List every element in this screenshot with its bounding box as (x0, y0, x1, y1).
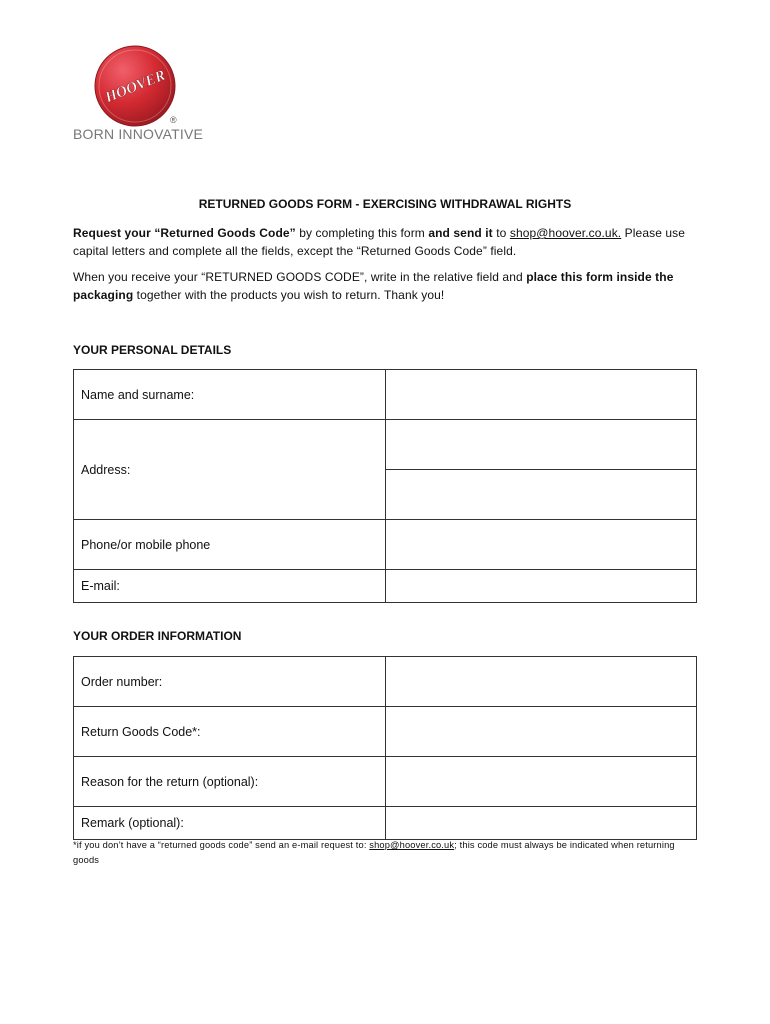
remark-label: Remark (optional): (74, 807, 386, 840)
phone-label: Phone/or mobile phone (74, 520, 386, 570)
intro-text: to (492, 226, 510, 240)
intro-text: together with the products you wish to return. Thank you! (133, 288, 445, 302)
address-label: Address: (74, 420, 386, 520)
return-code-field[interactable] (386, 707, 697, 757)
phone-field[interactable] (386, 520, 697, 570)
name-field[interactable] (386, 370, 697, 420)
form-title: RETURNED GOODS FORM - EXERCISING WITHDRAWAL RIGHTS (198, 197, 572, 211)
address-field-line-1[interactable] (386, 420, 697, 470)
intro-text: by completing this form (295, 226, 429, 240)
intro-paragraph-1 (73, 224, 697, 260)
order-number-label: Order number: (74, 657, 386, 707)
intro-send-text: and send it (428, 226, 493, 240)
personal-details-heading: YOUR PERSONAL DETAILS (73, 343, 232, 357)
reason-label: Reason for the return (optional): (74, 757, 386, 807)
email-label: E-mail: (74, 570, 386, 603)
order-number-field[interactable] (386, 657, 697, 707)
order-information-table (73, 656, 697, 840)
footnote-text: ; this code must always be indicated when returning goods (73, 840, 675, 865)
return-code-label: Return Goods Code*: (74, 707, 386, 757)
remark-field[interactable] (386, 807, 697, 840)
personal-details-table (73, 369, 697, 603)
order-information-heading: YOUR ORDER INFORMATION (73, 629, 242, 643)
logo-text: HOOVER (103, 67, 168, 107)
intro-packaging-text: place this form inside the packaging (73, 270, 674, 302)
footnote (73, 838, 701, 868)
name-label: Name and surname: (74, 370, 386, 420)
email-link[interactable]: shop@hoover.co.uk. (509, 226, 622, 240)
registered-mark: ® (170, 115, 177, 125)
footnote-text: *if you don’t have a “returned goods code” send an e-mail request to: (73, 840, 370, 850)
intro-request-text: Request your “Returned Goods Code” (73, 226, 296, 240)
address-field-line-2[interactable] (386, 470, 697, 520)
reason-field[interactable] (386, 757, 697, 807)
intro-text: When you receive your “RETURNED GOODS CODE”, write in the relative field and (73, 270, 527, 284)
hoover-logo-icon (93, 44, 177, 128)
brand-tagline: BORN INNOVATIVE (73, 126, 204, 142)
intro-text: Please use capital letters and complete all the fields, except the “Returned Goods Code” field. (73, 226, 686, 258)
footnote-email-link[interactable]: shop@hoover.co.uk (369, 840, 455, 850)
email-field[interactable] (386, 570, 697, 603)
intro-paragraph-2 (73, 268, 697, 304)
